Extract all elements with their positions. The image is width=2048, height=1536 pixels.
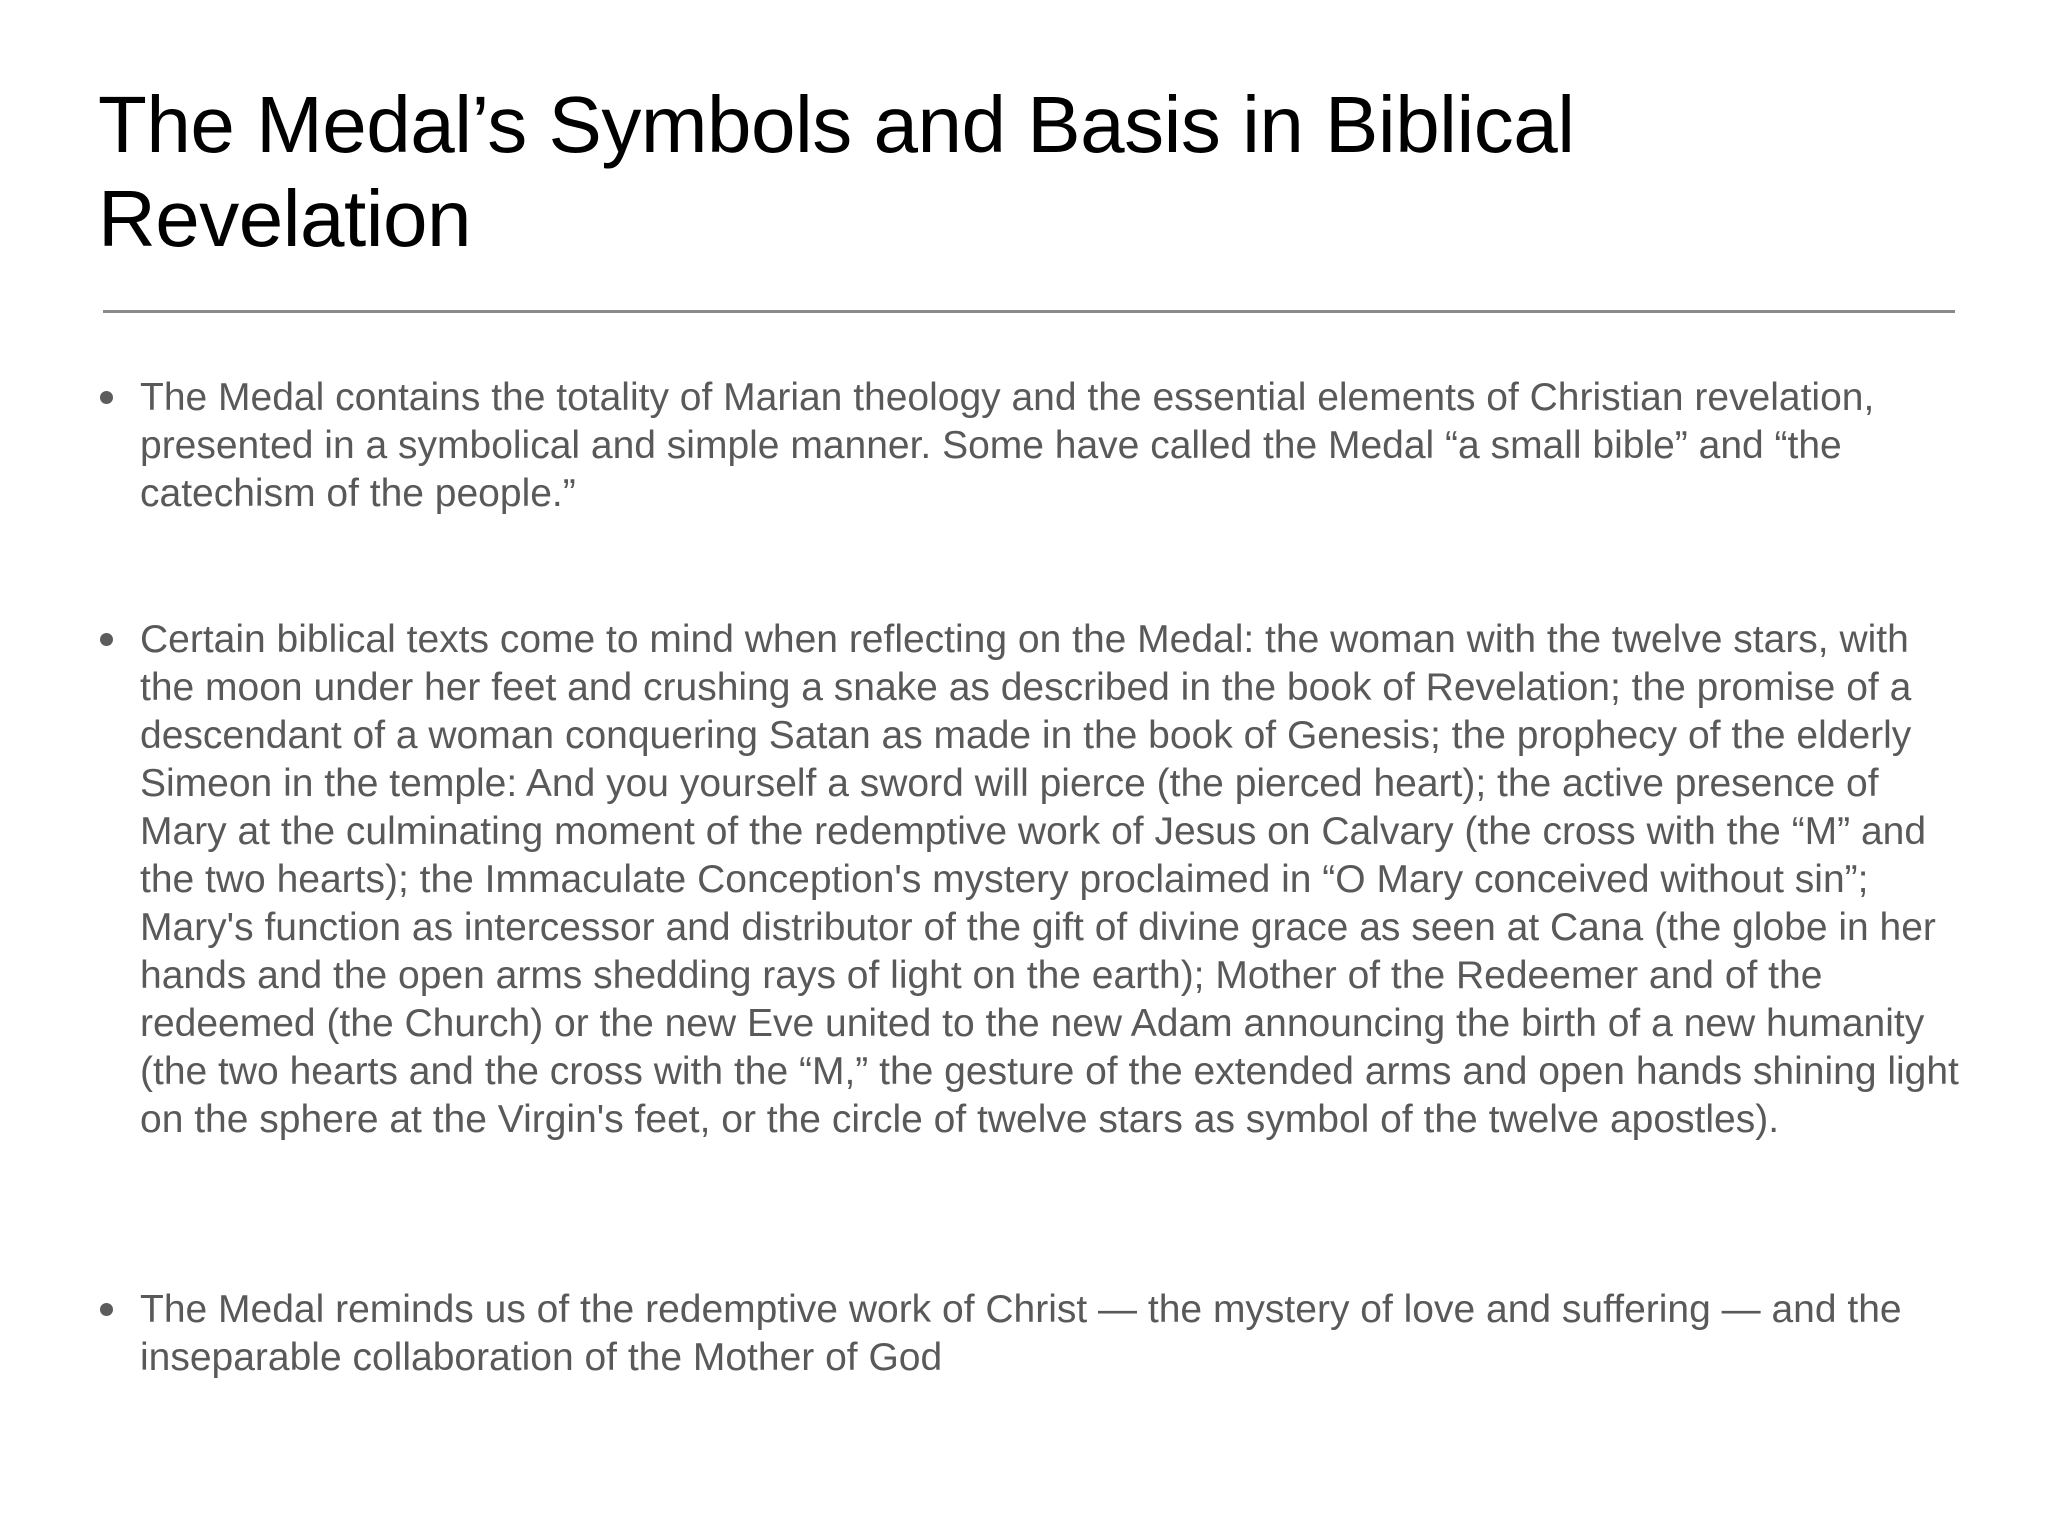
bullet-item (140, 1286, 1965, 1382)
bullet-item (140, 616, 1965, 1144)
bullet-dot-icon (100, 633, 113, 646)
bullet-dot-icon (100, 391, 113, 404)
bullet-text: Certain biblical texts come to mind when reflecting on the Medal: the woman with the twelve stars, with the moon under her feet and crushing a snake as described in the book of Revelation; the promise of a descendant of a woman conquering Satan as made in the book of Genesis; the prophecy of the elderly Simeon in the temple: And you yourself a sword will pierce (the pierced heart); the active presence of Mary at the culminating moment of the redemptive work of Jesus on Calvary (the cross with the “M” and the two hearts); the Immaculate Conception's mystery proclaimed in “O Mary conceived without sin”; Mary's function as intercessor and distributor of the gift of divine grace as seen at Cana (the globe in her hands and the open arms shedding rays of light on the earth); Mother of the Redeemer and of the redeemed (the Church) or the new Eve united to the new Adam announcing the birth of a new humanity (the two hearts and the cross with the “M,” the gesture of the extended arms and open hands shining light on the sphere at the Virgin's feet, or the circle of twelve stars as symbol of the twelve apostles). (140, 618, 1959, 1141)
title-divider (103, 310, 1955, 313)
bullet-dot-icon (100, 1303, 113, 1316)
slide-title: The Medal’s Symbols and Basis in Biblical Revelation (98, 80, 1575, 263)
bullet-item (140, 374, 1965, 518)
bullet-text: The Medal reminds us of the redemptive work of Christ — the mystery of love and suffering — and the inseparable collaboration of the Mother of God (140, 1288, 1902, 1379)
bullet-text: The Medal contains the totality of Marian theology and the essential elements of Christian revelation, presented in a symbolical and simple manner. Some have called the Medal “a small bible” and “the catechism of the people.” (140, 376, 1875, 515)
